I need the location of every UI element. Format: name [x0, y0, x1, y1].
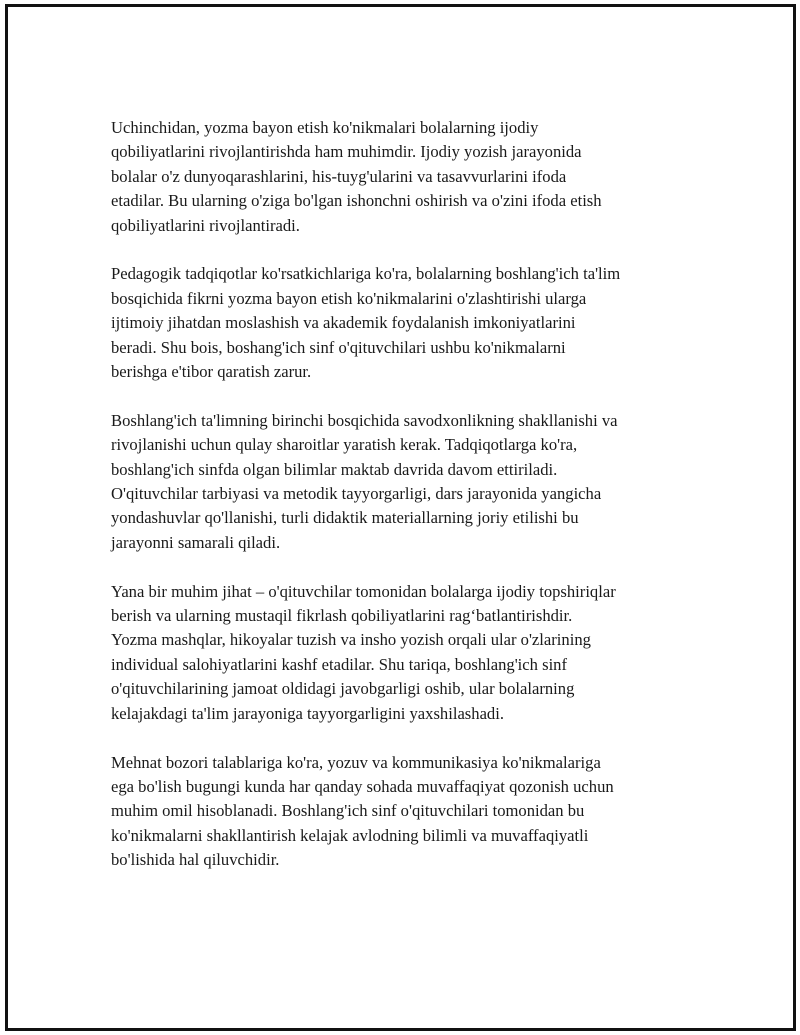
text-line: bo'lishida hal qiluvchidir.	[111, 850, 280, 870]
text-line: berishga e'tibor qaratish zarur.	[111, 362, 312, 382]
text-line: o'qituvchilarining jamoat oldidagi javobgarligi oshib, ular bolalarning	[111, 679, 575, 699]
text-line: rivojlanishi uchun qulay sharoitlar yaratish kerak. Tadqiqotlarga ko'ra,	[111, 435, 578, 455]
paragraph-4	[111, 580, 701, 726]
text-line: Mehnat bozori talablariga ko'ra, yozuv va kommunikasiya ko'nikmalariga	[111, 752, 601, 772]
text-line: yondashuvlar qo'llanishi, turli didaktik materiallarning joriy etilishi bu	[111, 508, 579, 528]
text-line: kelajakdagi ta'lim jarayoniga tayyorgarligini yaxshilashadi.	[111, 703, 504, 723]
text-line: individual salohiyatlarini kashf etadilar. Shu tariqa, boshlang'ich sinf	[111, 654, 567, 674]
text-line: O'qituvchilar tarbiyasi va metodik tayyorgarligi, dars jarayonida yangicha	[111, 484, 602, 504]
document-body	[111, 116, 701, 897]
text-line: Uchinchidan, yozma bayon etish ko'nikmalari bolalarning ijodiy	[111, 118, 539, 137]
paragraph-3	[111, 409, 701, 555]
text-line: bosqichida fikrni yozma bayon etish ko'nikmalarini o'zlashtirishi ularga	[111, 288, 587, 308]
text-line: berish va ularning mustaqil fikrlash qobiliyatlarini rag‘batlantirishdir.	[111, 606, 573, 626]
paragraph-2	[111, 262, 701, 384]
paragraph-5	[111, 751, 701, 873]
text-line: etadilar. Bu ularning o'ziga bo'lgan ishonchni oshirish va o'zini ifoda etish	[111, 191, 602, 211]
text-line: Pedagogik tadqiqotlar ko'rsatkichlariga ko'ra, bolalarning boshlang'ich ta'lim	[111, 264, 621, 284]
text-line: Yana bir muhim jihat – o'qituvchilar tomonidan bolalarga ijodiy topshiriqlar	[111, 581, 616, 601]
text-line: ijtimoiy jihatdan moslashish va akademik foydalanish imkoniyatlarini	[111, 313, 576, 333]
paragraph-1	[111, 116, 701, 238]
text-line: ega bo'lish bugungi kunda har qanday sohada muvaffaqiyat qozonish uchun	[111, 776, 614, 796]
text-line: ko'nikmalarni shakllantirish kelajak avlodning bilimli va muvaffaqiyatli	[111, 825, 589, 845]
text-line: Yozma mashqlar, hikoyalar tuzish va insho yozish orqali ular o'zlarining	[111, 630, 591, 650]
text-line: boshlang'ich sinfda olgan bilimlar maktab davrida davom ettiriladi.	[111, 459, 558, 479]
text-line: qobiliyatlarini rivojlantirishda ham muhimdir. Ijodiy yozish jarayonida	[111, 142, 582, 162]
text-line: beradi. Shu bois, boshang'ich sinf o'qituvchilari ushbu ko'nikmalarni	[111, 337, 566, 357]
text-line: bolalar o'z dunyoqarashlarini, his-tuyg'ularini va tasavvurlarini ifoda	[111, 166, 567, 186]
text-line: jarayonni samarali qiladi.	[111, 532, 281, 552]
text-line: Boshlang'ich ta'limning birinchi bosqichida savodxonlikning shakllanishi va	[111, 410, 618, 430]
text-line: qobiliyatlarini rivojlantiradi.	[111, 215, 300, 235]
text-line: muhim omil hisoblanadi. Boshlang'ich sinf o'qituvchilari tomonidan bu	[111, 801, 585, 821]
